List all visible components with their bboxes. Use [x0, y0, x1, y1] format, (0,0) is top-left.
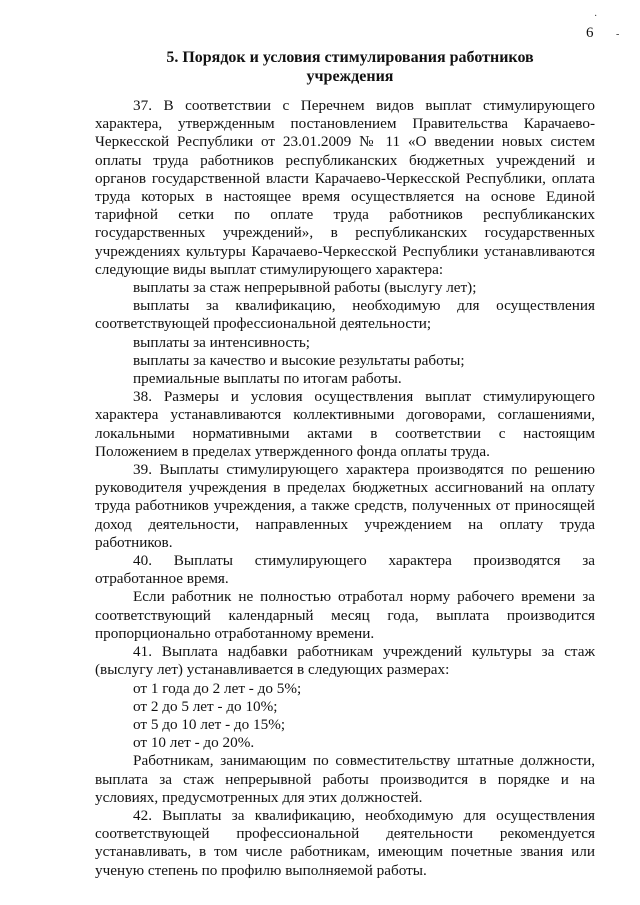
page-number: 6 [586, 25, 594, 41]
paragraph-37: 37. В соответствии с Перечнем видов выплат стимулирующего характера, утвержденным постановлением Правительства Карачаево-Черкесской Республики от 23.01.2009 № 11 «О введении новых систем оплаты труда работников республиканских бюджетных учреждений и органов государственной власти Карачаево-Черкесской Республики, оплата труда которых в настоящее время осуществляется на основе Единой тарифной сетки по оплате труда работников республиканских государственных учреждений», в республиканских государственных учреждениях культуры Карачаево-Черкесской Республики устанавливаются следующие виды выплат стимулирующего характера: [95, 97, 595, 278]
section-title [100, 48, 600, 86]
list-item: выплаты за квалификацию, необходимую для осуществления соответствующей профессиональной деятельности; [95, 297, 595, 333]
list-item: премиальные выплаты по итогам работы. [133, 370, 402, 388]
list-item: от 10 лет - до 20%. [133, 734, 255, 752]
document-body [95, 97, 595, 880]
paragraph-41: 41. Выплата надбавки работникам учреждений культуры за стаж (выслугу лет) устанавливается в следующих размерах: [95, 643, 595, 679]
paragraph-40-continued: Если работник не полностью отработал норму рабочего времени за соответствующий календарный месяц года, выплата производится пропорционально отработанному времени. [95, 588, 595, 642]
paragraph-41-continued: Работникам, занимающим по совместительству штатные должности, выплата за стаж непрерывной работы производится в порядке и на условиях, предусмотренных для этих должностей. [95, 752, 595, 806]
paragraph-40: 40. Выплаты стимулирующего характера производятся за отработанное время. [95, 552, 595, 588]
list-item: от 2 до 5 лет - до 10%; [133, 697, 278, 715]
list-item: выплаты за качество и высокие результаты работы; [133, 351, 465, 369]
list-item: от 1 года до 2 лет - до 5%; [133, 679, 302, 697]
paragraph-39: 39. Выплаты стимулирующего характера производятся по решению руководителя учреждения в пределах бюджетных ассигнований на оплату труда работников учреждения, а также средств, полученных от приносящей доход деятельности, направленных учреждением на оплату труда работников. [95, 461, 595, 551]
section-title-line-2: учреждения [306, 68, 394, 85]
scan-mark: · [594, 11, 598, 22]
paragraph-38: 38. Размеры и условия осуществления выплат стимулирующего характера устанавливаются коллективными договорами, соглашениями, локальными нормативными актами в соответствии с настоящим Положением в пределах утвержденного фонда оплаты труда. [95, 388, 595, 460]
scan-mark: - [616, 29, 620, 40]
section-title-line-1: 5. Порядок и условия стимулирования работников [166, 49, 534, 66]
list-item: от 5 до 10 лет - до 15%; [133, 715, 286, 733]
paragraph-42: 42. Выплаты за квалификацию, необходимую для осуществления соответствующей профессиональной деятельности рекомендуется устанавливать, в том числе работникам, имеющим почетные звания или ученую степень по профилю выполняемой работы. [95, 806, 595, 879]
list-item: выплаты за стаж непрерывной работы (выслугу лет); [133, 279, 477, 297]
list-item: выплаты за интенсивность; [133, 333, 311, 351]
